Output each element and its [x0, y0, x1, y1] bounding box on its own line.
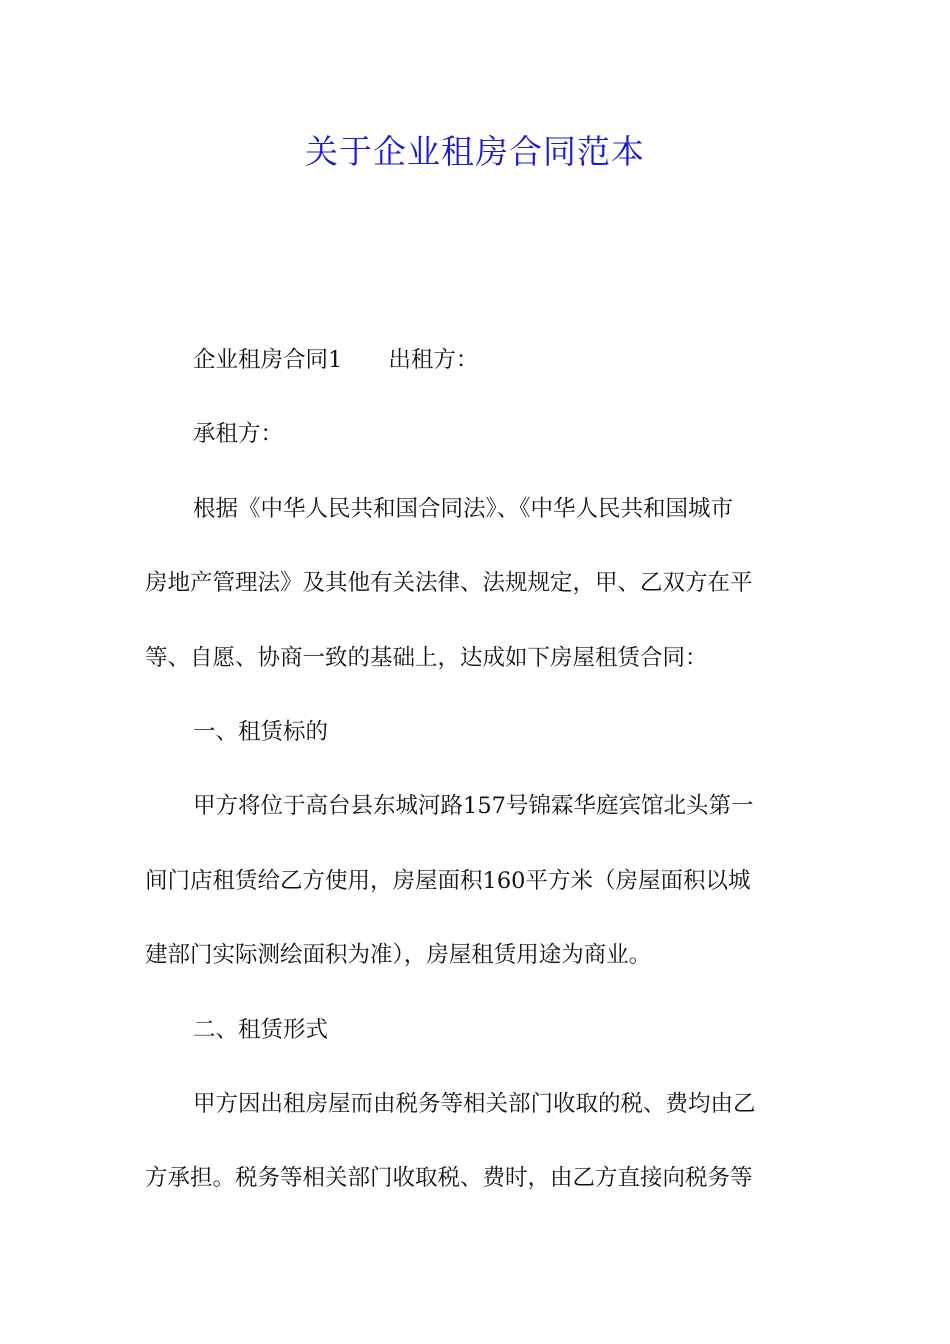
paragraph-line: 方承担。税务等相关部门收取税、费时，由乙方直接向税务等 [145, 1165, 753, 1192]
document-title: 关于企业租房合同范本 [305, 132, 645, 171]
paragraph-line: 甲方因出租房屋而由税务等相关部门收取的税、费均由乙 [193, 1090, 756, 1117]
paragraph-line: 房地产管理法》及其他有关法律、法规规定，甲、乙双方在平 [145, 570, 753, 597]
lessor-label: 出租方： [388, 347, 479, 373]
paragraph-line: 间门店租赁给乙方使用，房屋面积160平方米（房屋面积以城 [145, 867, 751, 894]
paragraph-line: 甲方将位于高台县东城河路157号锦霖华庭宾馆北头第一 [193, 793, 754, 820]
contract-number: 企业租房合同1 [193, 347, 343, 373]
paragraph-line: 等、自愿、协商一致的基础上，达成如下房屋租赁合同： [145, 644, 708, 671]
document-body [145, 338, 807, 1231]
paragraph-line: 根据《中华人民共和国合同法》、《中华人民共和国城市 [193, 495, 734, 522]
contract-heading-line [145, 338, 807, 412]
section-heading-2: 二、租赁形式 [193, 1016, 329, 1043]
paragraph-line: 建部门实际测绘面积为准），房屋租赁用途为商业。 [145, 942, 652, 969]
lessee-label: 承租方： [193, 421, 284, 448]
section-heading-1: 一、租赁标的 [193, 718, 329, 745]
